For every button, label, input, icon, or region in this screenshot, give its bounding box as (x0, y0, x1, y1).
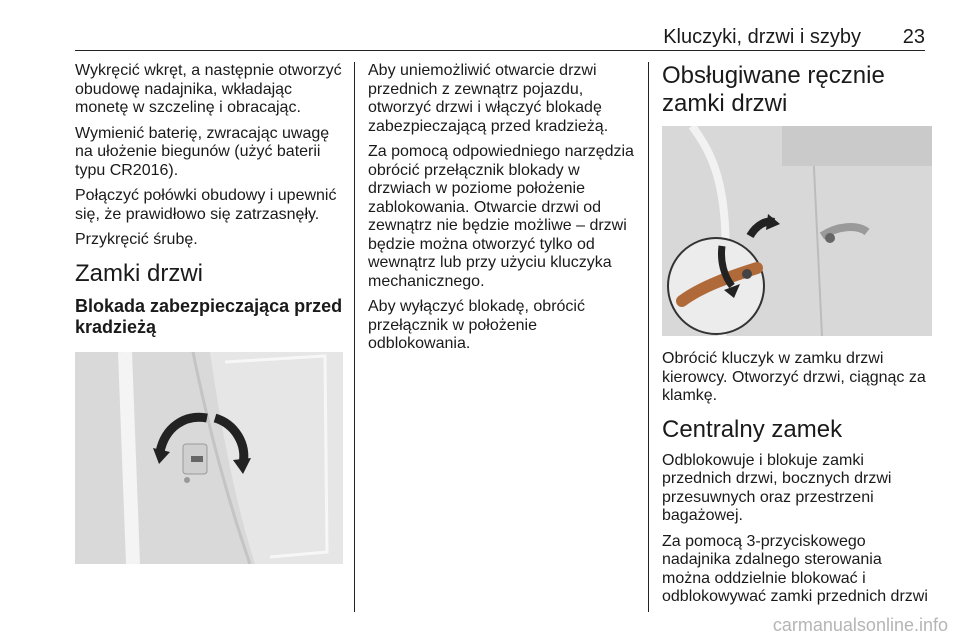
header-title: Kluczyki, drzwi i szyby (663, 26, 861, 48)
paragraph: Aby uniemożliwić otwarcie drzwi przednich z zewnątrz pojazdu, otworzyć drzwi i włączyć blokadę zabezpieczającą przed kradzieżą. (368, 62, 609, 135)
section-heading: Zamki drzwi (75, 259, 204, 287)
page-header (75, 26, 925, 52)
door-handle-illustration (662, 126, 932, 336)
paragraph: Połączyć połówki obudowy i upewnić się, że prawidłowo się zatrzasnęły. (75, 187, 337, 223)
paragraph: Obrócić kluczyk w zamku drzwi kierowcy. Otworzyć drzwi, ciągnąc za klamkę. (662, 350, 926, 404)
watermark: carmanualsonline.info (772, 615, 948, 635)
subsection-heading: Blokada zabezpieczająca przed kradzieżą (75, 295, 343, 337)
paragraph: Odblokowuje i blokuje zamki przednich drzwi, bocznych drzwi przesuwnych oraz przestrzeni bagażowej. (662, 451, 892, 524)
page-number: 23 (902, 26, 925, 48)
column-3 (662, 62, 932, 614)
column-divider-2 (648, 62, 649, 612)
paragraph: Wykręcić wkręt, a następnie otworzyć obudowę nadajnika, wkładając monetę w szczelinę i obracając. (75, 62, 342, 116)
column-divider-1 (354, 62, 355, 612)
section-heading: Obsługiwane ręcznie zamki drzwi (662, 62, 885, 117)
paragraph: Aby wyłączyć blokadę, obrócić przełącznik w położenie odblokowania. (368, 298, 585, 352)
header-rule (75, 50, 925, 51)
paragraph: Wymienić baterię, zwracając uwagę na ułożenie biegunów (użyć baterii typu CR2016). (75, 124, 330, 179)
anti-theft-lock-illustration (75, 352, 343, 564)
paragraph: Za pomocą odpowiedniego narzędzia obrócić przełącznik blokady w drzwiach w poziome położenie zablokowania. Otwarcie drzwi od zewnątrz nie będzie możliwe – drzwi będzie można otworzyć tylko od wewnątrz lub przy użyciu kluczyka mechanicznego. (368, 143, 634, 290)
paragraph: Przykręcić śrubę. (75, 231, 198, 248)
paragraph: Za pomocą 3-przyciskowego nadajnika zdalnego sterowania można oddzielnie blokować i odblokowywać zamki przednich drzwi (662, 532, 928, 605)
column-2 (368, 62, 636, 361)
column-1 (75, 62, 343, 564)
section-heading: Centralny zamek (662, 415, 843, 443)
